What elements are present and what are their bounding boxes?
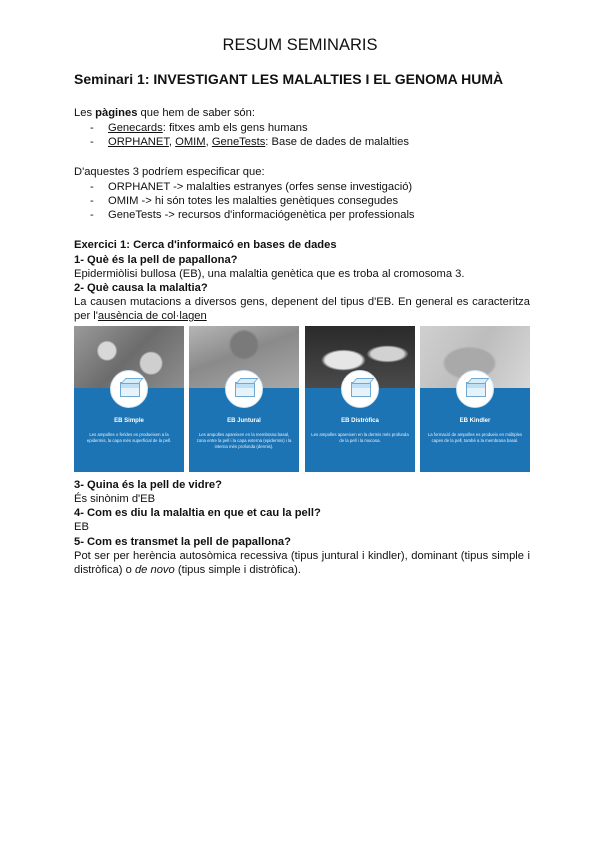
orphanet-link[interactable]: ORPHANET (108, 136, 169, 148)
answer-5-pre: distròfica) o (74, 564, 135, 576)
bullet-genetests: GeneTests -> recursos d'informaciógenètica per professionals (108, 209, 415, 221)
answer-5-line-2 (74, 563, 301, 577)
skin-layer-icon (341, 370, 379, 408)
skin-layer-icon (456, 370, 494, 408)
bullet-dash: - (90, 181, 94, 193)
panel-title: EB Simple (114, 418, 144, 424)
skin-layer-icon (225, 370, 263, 408)
answer-5-post: (tipus simple i distròfica). (174, 564, 301, 576)
question-4: 4- Com es diu la malaltia en que et cau la pell? (74, 507, 321, 519)
skin-layer-icon (110, 370, 148, 408)
separator: , (168, 136, 176, 148)
genecards-link[interactable]: Genecards (108, 122, 163, 134)
question-5: 5- Com es transmet la pell de papallona? (74, 536, 291, 548)
answer-5-italic: de novo (134, 564, 175, 576)
specify-intro: D'aquestes 3 podríem especificar que: (74, 166, 265, 178)
eb-distrofica-panel (305, 326, 415, 472)
bullet-databases-text: : Base de dades de malalties (265, 136, 409, 148)
bullet-dash: - (90, 195, 94, 207)
bullet-genecards-text: : fitxes amb els gens humans (162, 122, 308, 134)
bullet-dash: - (90, 209, 94, 221)
document-title: RESUM SEMINARIS (222, 36, 378, 54)
pages-intro (74, 106, 255, 120)
answer-2-line-2 (74, 309, 207, 323)
eb-types-figure (74, 326, 530, 472)
genetests-link[interactable]: GeneTests (211, 136, 266, 148)
separator: , (205, 136, 212, 148)
bullet-genecards (108, 121, 308, 135)
collagen-link[interactable]: ausència de col·lagen (97, 310, 207, 322)
question-3: 3- Quina és la pell de vidre? (74, 479, 222, 491)
answer-2-pre: per l' (74, 310, 98, 322)
bullet-omim: OMIM -> hi són totes les malalties genètiques consegudes (108, 195, 399, 207)
bullet-databases (108, 135, 409, 149)
bullet-orphanet: ORPHANET -> malalties estranyes (orfes sense investigació) (108, 181, 413, 193)
pages-intro-pre: Les (74, 107, 96, 119)
question-2: 2- Què causa la malaltia? (74, 282, 208, 294)
panel-description: La formació de ampolles es produeix en múltiples capes de la pell, també a la membrana basal. (427, 432, 523, 444)
eb-kindler-panel (420, 326, 530, 472)
omim-link[interactable]: OMIM (175, 136, 206, 148)
seminar-subtitle: Seminari 1: INVESTIGANT LES MALALTIES I EL GENOMA HUMÀ (74, 71, 504, 87)
pages-intro-bold: pàgines (95, 107, 138, 119)
eb-simple-panel (74, 326, 184, 472)
question-1: 1- Què és la pell de papallona? (74, 254, 238, 266)
answer-4: EB (74, 521, 89, 533)
panel-description: Les ampolles apareixen en la dermis més profunda de la pell i la mucosa. (311, 432, 409, 444)
panel-description: Les ampolles apareixen en la membrana basal, zona entre la pell i la capa externa (epidermis) i la interna més profunda (dermis). (196, 432, 292, 450)
bullet-dash: - (90, 136, 94, 148)
answer-3: És sinònim d'EB (74, 493, 156, 505)
answer-5-line-1: Pot ser per herència autosòmica recessiva (tipus juntural i kindler), dominant (tipus simple i (74, 550, 530, 562)
panel-description: Les ampolles o ferides es produeixen a la epidermis, la capa més superficial de la pell. (86, 432, 172, 444)
bullet-dash: - (90, 122, 94, 134)
panel-title: EB Kindler (459, 418, 491, 424)
pages-intro-post: que hem de saber són: (137, 107, 255, 119)
exercise-title: Exercici 1: Cerca d'informaicó en bases de dades (74, 239, 337, 251)
panel-title: EB Juntural (227, 418, 261, 424)
answer-1: Epidermiòlisi bullosa (EB), una malaltia genètica que es troba al cromosoma 3. (74, 268, 465, 280)
answer-2-line-1: La causen mutacions a diversos gens, depenent del tipus d'EB. En general es caracteritza (74, 296, 530, 308)
eb-juntural-panel (189, 326, 299, 472)
panel-title: EB Distròfica (341, 418, 379, 424)
